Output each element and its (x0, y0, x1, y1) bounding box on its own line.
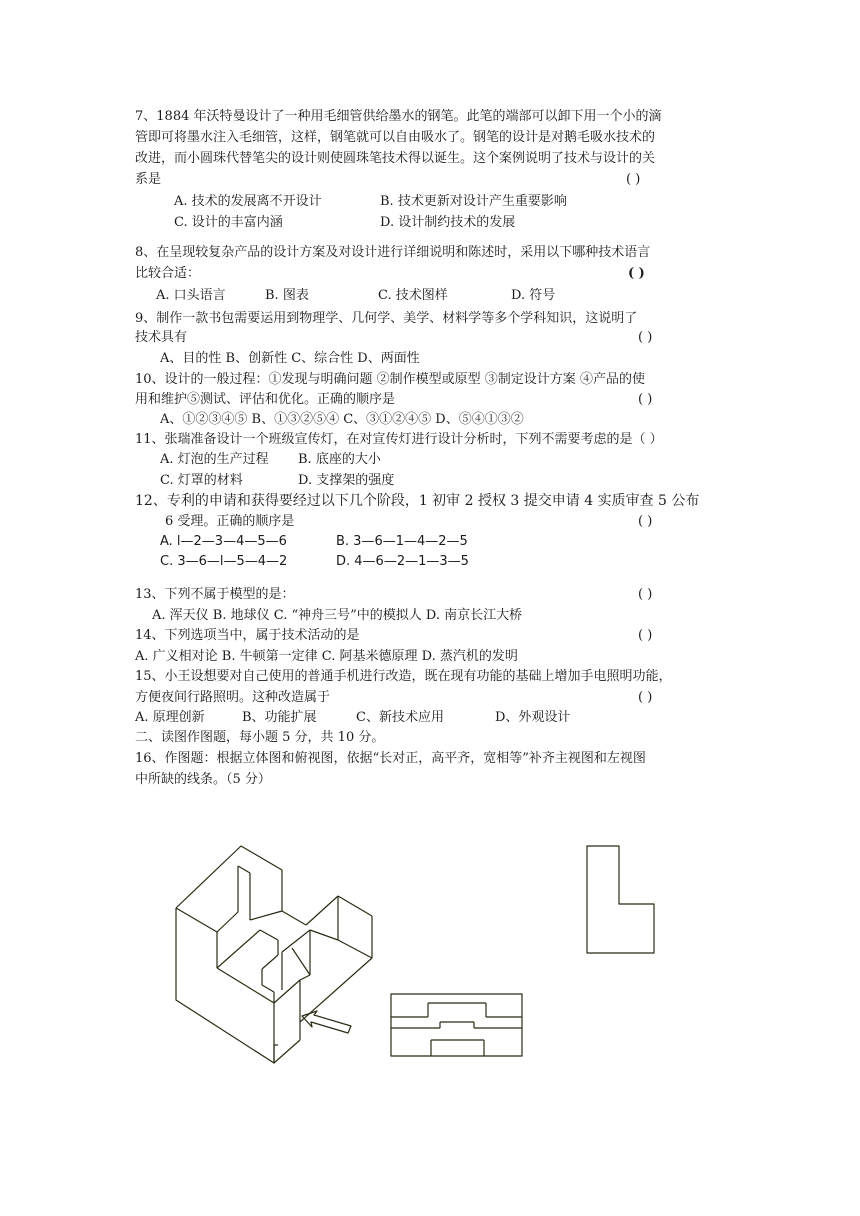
q9-answer-paren: ( ) (638, 330, 653, 345)
isometric-solid-drawing (176, 846, 372, 1063)
q7-option-c: C. 设计的丰富内涵 (174, 215, 283, 230)
q7-option-a: A. 技术的发展离不开设计 (174, 194, 322, 209)
q13-options: A. 浑天仪 B. 地球仪 C. “神舟三号”中的模拟人 D. 南京长江大桥 (152, 608, 523, 623)
q8-option-c: C. 技术图样 (378, 288, 448, 303)
q16-line-1: 16、作图题：根据立体图和俯视图，依据“长对正，高平齐，宽相等”补齐主视图和左视图 (135, 751, 646, 766)
q9-line-2: 技术具有 (135, 330, 188, 345)
q7-answer-paren: ( ) (626, 172, 641, 187)
q10-options: A、①②③④⑤ B、①③②⑤④ C、③①②④⑤ D、⑤④①③② (160, 412, 524, 427)
q10-answer-paren: ( ) (638, 392, 653, 407)
q12-option-b: B. 3—6—1—4—2—5 (336, 534, 468, 549)
q12-option-d: D. 4—6—2—1—3—5 (336, 554, 469, 569)
section-2-heading: 二、读图作图题，每小题 5 分，共 10 分。 (135, 730, 385, 745)
q12-line-2: 6 受理。正确的顺序是 (165, 514, 295, 529)
q15-line-2: 方便夜间行路照明。这种改造属于 (135, 690, 331, 705)
q15-option-c: C、新技术应用 (356, 710, 444, 725)
q7-line-1: 7、1884 年沃特曼设计了一种用毛细管供给墨水的钢笔。此笔的端部可以卸下用一个小的滴 (135, 109, 662, 124)
q11-option-a: A. 灯泡的生产过程 (160, 452, 269, 467)
q11-option-d: D. 支撑架的强度 (298, 473, 395, 488)
q7-line-3: 改进，而小圆珠代替笔尖的设计则使圆珠笔技术得以诞生。这个案例说明了技术与设计的关 (135, 151, 656, 166)
q8-option-b: B. 图表 (265, 288, 309, 303)
q12-option-c: C. 3—6—l—5—4—2 (160, 554, 288, 569)
left-view-drawing (587, 846, 654, 953)
q11-option-c: C. 灯罩的材料 (160, 473, 243, 488)
q7-line-4: 系是 (135, 172, 162, 187)
q10-line-1: 10、设计的一般过程：①发现与明确问题 ②制作模型或原型 ③制定设计方案 ④产品的使 (135, 372, 645, 387)
q15-answer-paren: ( ) (638, 690, 653, 705)
q15-option-d: D、外观设计 (495, 710, 571, 725)
q11-option-b: B. 底座的大小 (298, 452, 381, 467)
q8-option-d: D. 符号 (511, 288, 556, 303)
q11-line: 11、张瑞准备设计一个班级宣传灯，在对宣传灯进行设计分析时，下列不需要考虑的是（ ） (135, 432, 663, 447)
q7-option-d: D. 设计制约技术的发展 (380, 215, 516, 230)
q13-line: 13、下列不属于模型的是： (135, 587, 295, 602)
q14-answer-paren: ( ) (638, 628, 653, 643)
q13-answer-paren: ( ) (638, 587, 653, 602)
q15-option-a: A. 原理创新 (135, 710, 205, 725)
q10-line-2: 用和维护⑤测试、评估和优化。正确的顺序是 (135, 392, 396, 407)
q9-options: A、目的性 B、创新性 C、综合性 D、两面性 (160, 351, 420, 366)
q8-answer-paren: ( ) (628, 266, 645, 281)
q16-line-2: 中所缺的线条。（5 分） (135, 772, 271, 787)
q14-line: 14、下列选项当中，属于技术活动的是 (135, 628, 360, 643)
q15-option-b: B、功能扩展 (242, 710, 317, 725)
q14-options: A. 广义相对论 B. 牛顿第一定律 C. 阿基米德原理 D. 蒸汽机的发明 (135, 649, 518, 664)
q12-line-1: 12、专利的申请和获得要经过以下几个阶段，1 初审 2 授权 3 提交申请 4 实质审查 5 公布 (135, 493, 700, 509)
q8-line-2: 比较合适： (135, 266, 201, 281)
q7-option-b: B. 技术更新对设计产生重要影响 (380, 194, 567, 209)
q12-answer-paren: ( ) (638, 514, 653, 529)
q8-line-1: 8、在呈现较复杂产品的设计方案及对设计进行详细说明和陈述时，采用以下哪种技术语言 (135, 245, 651, 260)
top-view-drawing (391, 994, 522, 1056)
q7-line-2: 管即可将墨水注入毛细管，这样，钢笔就可以自由吸水了。钢笔的设计是对鹅毛吸水技术的 (135, 130, 656, 145)
q9-line-1: 9、制作一款书包需要运用到物理学、几何学、美学、材料学等多个学科知识，这说明了 (135, 311, 638, 326)
q12-option-a: A. l—2—3—4—5—6 (160, 534, 287, 549)
q15-line-1: 15、小王设想要对自己使用的普通手机进行改造，既在现有功能的基础上增加手电照明功能， (135, 669, 672, 684)
q8-option-a: A. 口头语言 (156, 288, 226, 303)
